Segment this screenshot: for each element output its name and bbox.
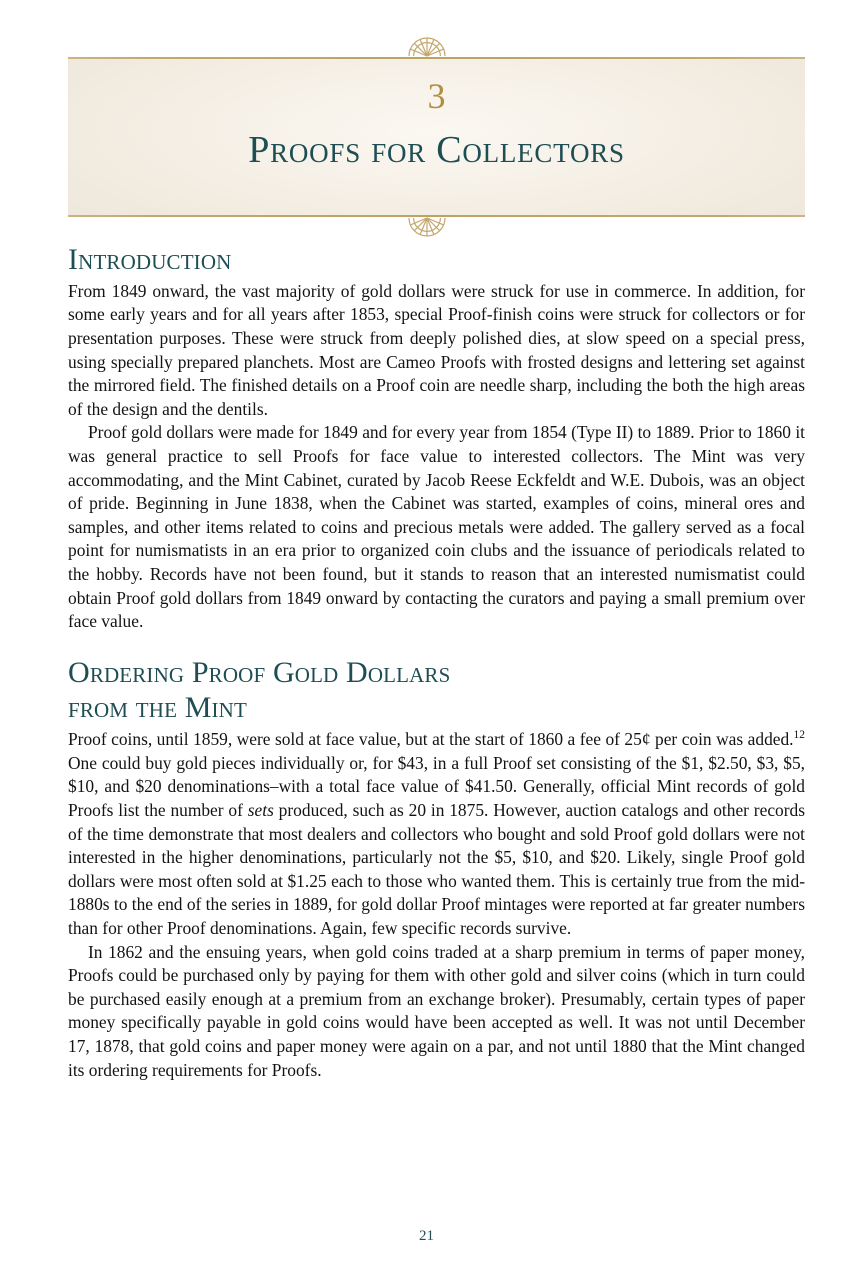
section-heading-ordering-line1: Ordering Proof Gold Dollars — [68, 655, 451, 689]
chapter-title: Proofs for Collectors — [248, 129, 625, 171]
footnote-reference-12: 12 — [793, 729, 805, 742]
banner-rule-top — [68, 57, 805, 59]
page-content — [68, 243, 805, 1082]
paragraph-introduction-2: Proof gold dollars were made for 1849 and for every year from 1854 (Type II) to 1889. Prior to 1860 it was general practice to sell Proofs for face value to interested collectors. The Mint was very accommodating, and the Mint Cabinet, curated by Jacob Reese Eckfeldt and W.E. Dubois, was an object of pride. Beginning in June 1838, when the Cabinet was started, examples of coins, mineral ores and samples, and other items related to coins and precious metals were added. The gallery served as a focal point for numismatists in an era prior to organized coin clubs and the issuance of periodicals related to the hobby. Records have not been found, but it stands to reason that an interested numismatist could obtain Proof gold dollars from 1849 onward by contacting the curators and paying a small premium over face value. — [68, 422, 805, 632]
chapter-banner — [68, 58, 805, 216]
italic-term-sets: sets — [247, 800, 274, 821]
page-number: 21 — [419, 1228, 434, 1244]
chapter-number: 3 — [427, 76, 446, 116]
fan-ornament-top — [407, 37, 447, 57]
paragraph-ordering-1-part3: produced, such as 20 in 1875. However, auction catalogs and other records of the time demonstrate that most dealers and collectors who bought and sold Proof gold dollars were not interested in the higher denominations, particularly not the $5, $10, and $20. Likely, single Proof gold dollars were most often sold at $1.25 each to those who wanted them. This is certainly true from the mid-1880s to the end of the series in 1889, for gold dollar Proof mintages were reported at far greater numbers than for other Proof denominations. Again, few specific records survive. — [68, 800, 805, 939]
paragraph-introduction-1: From 1849 onward, the vast majority of gold dollars were struck for use in commerce. In addition, for some early years and for all years after 1853, special Proof-finish coins were struck for collectors or for presentation purposes. These were struck from deeply polished dies, at slow speed on a special press, using specially prepared planchets. Most are Cameo Proofs with frosted designs and lettering set against the mirrored field. The finished details on a Proof coin are needle sharp, including the both the high areas of the design and the dentils. — [68, 280, 805, 419]
section-heading-ordering-line2: from the Mint — [68, 690, 247, 724]
paragraph-ordering-2: In 1862 and the ensuing years, when gold coins traded at a sharp premium in terms of paper money, Proofs could be purchased only by paying for them with other gold and silver coins (which in turn could be purchased easily enough at a premium from an exchange broker). Presumably, certain types of paper money specifically payable in gold coins would have been accepted as well. It was not until December 17, 1878, that gold coins and paper money were again on a par, and not until 1880 that the Mint changed its ordering requirements for Proofs. — [68, 941, 805, 1080]
paragraph-ordering-1-part2: One could buy gold pieces individually or, for $43, in a full Proof set consisting of the $1, $2.50, $3, $5, $10, and $20 denominations–with a total face value of $41.50. Generally, official Mint records of gold Proofs list the number of — [68, 752, 805, 821]
fan-ornament-bottom — [407, 217, 447, 237]
section-heading-introduction: Introduction — [68, 243, 232, 276]
section-heading-ordering — [68, 656, 805, 726]
paragraph-ordering-1-part1: Proof coins, until 1859, were sold at face value, but at the start of 1860 a fee of 25¢ per coin was added. — [68, 729, 794, 750]
paragraph-ordering-1 — [68, 728, 805, 940]
